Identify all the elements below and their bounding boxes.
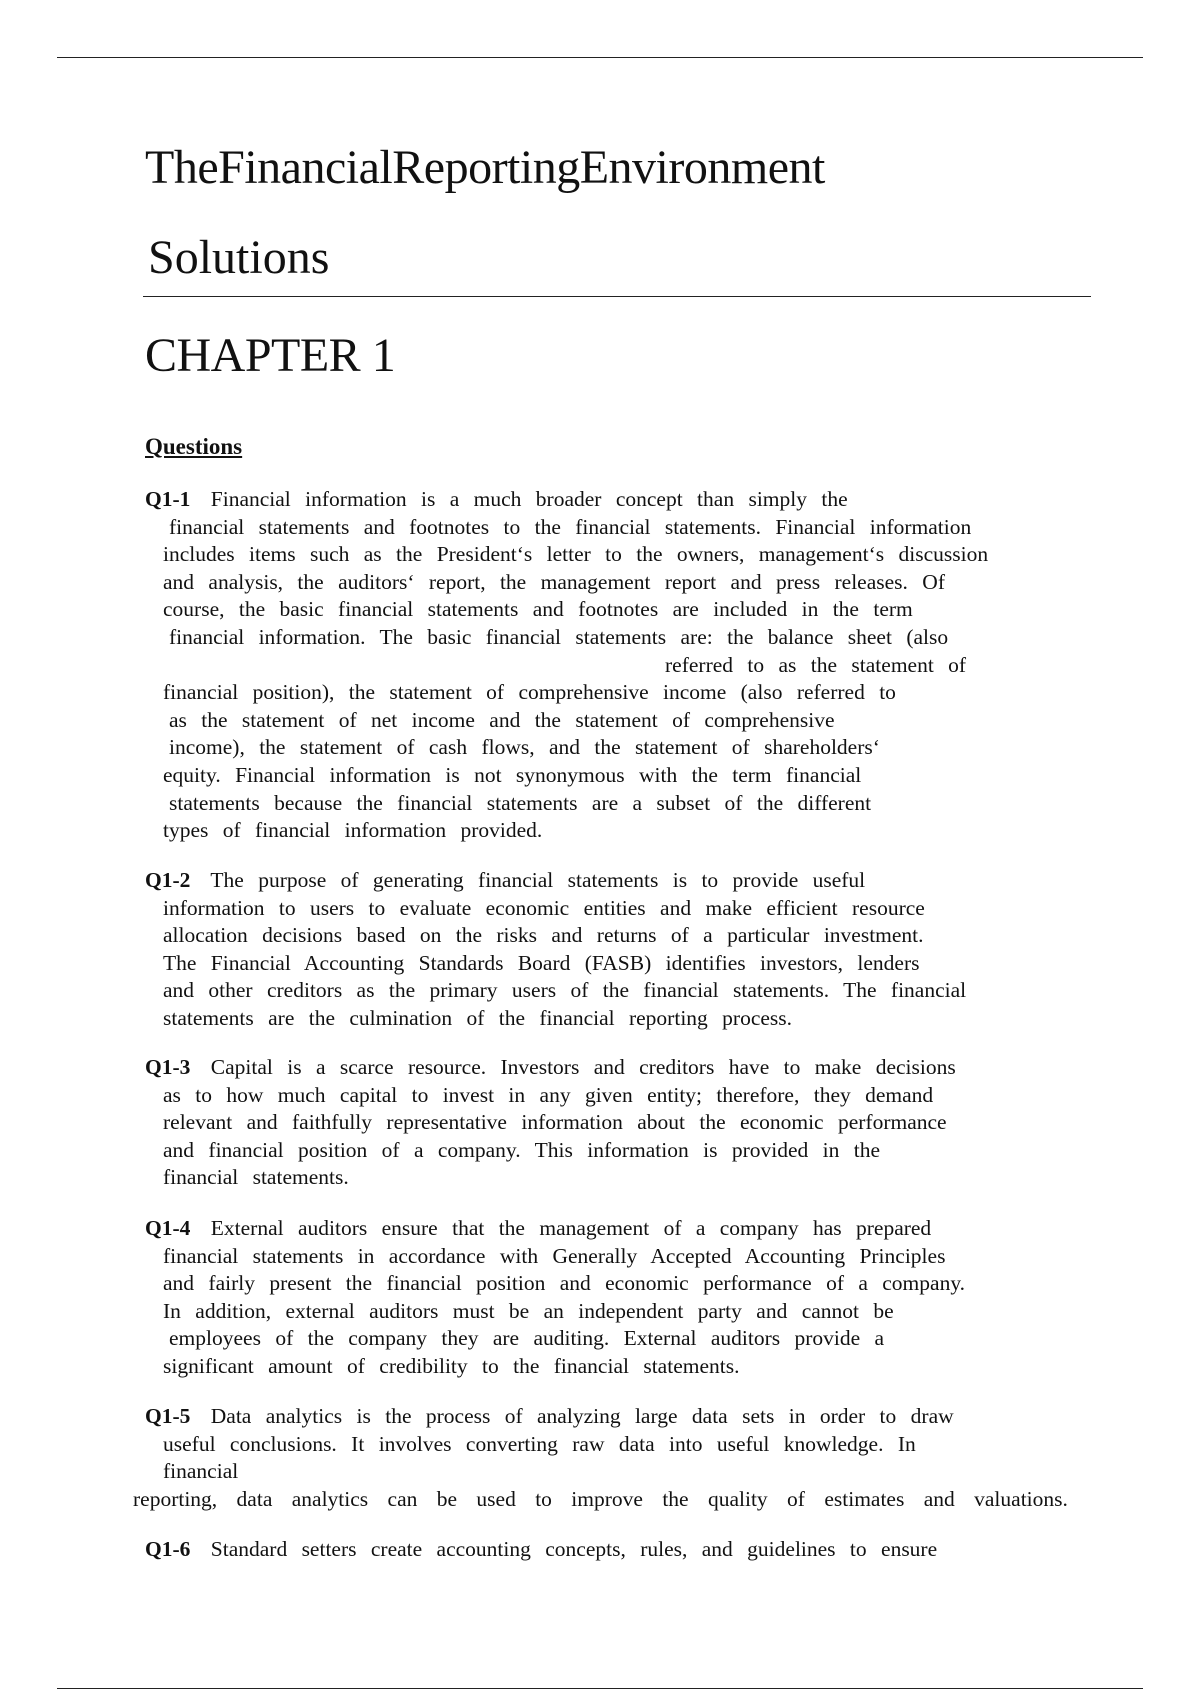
question-line: course, the basic financial statements and footnotes are included in the term bbox=[163, 597, 913, 622]
title-rule bbox=[143, 296, 1091, 297]
question-line: and financial position of a company. This information is provided in the bbox=[163, 1137, 880, 1162]
question-line: financial statements in accordance with Generally Accepted Accounting Principles bbox=[163, 1243, 946, 1268]
question-line: and analysis, the auditors‘ report, the management report and press releases. Of bbox=[163, 569, 945, 594]
document-title: TheFinancialReportingEnvironment bbox=[145, 141, 825, 194]
question-line: information to users to evaluate economic entities and make efficient resource bbox=[163, 895, 925, 920]
question-line bbox=[145, 1536, 1075, 1564]
question-line: referred to as the statement of bbox=[665, 652, 967, 677]
document-subtitle: Solutions bbox=[148, 231, 330, 284]
question-q1-4 bbox=[145, 1215, 1075, 1381]
question-text: Data analytics is the process of analyzing large data sets in order to draw bbox=[210, 1404, 954, 1428]
question-number: Q1-5 bbox=[145, 1404, 191, 1428]
question-line: includes items such as the President‘s letter to the owners, management‘s discussion bbox=[163, 542, 989, 567]
question-line: allocation decisions based on the risks and returns of a particular investment. bbox=[163, 923, 924, 948]
question-line: significant amount of credibility to the financial statements. bbox=[163, 1353, 740, 1378]
question-text: The purpose of generating financial statements is to provide useful bbox=[210, 868, 866, 892]
question-q1-6 bbox=[145, 1536, 1075, 1564]
question-number: Q1-6 bbox=[145, 1537, 191, 1561]
question-q1-2 bbox=[145, 867, 1075, 1033]
question-line: financial statements. bbox=[163, 1165, 349, 1190]
question-line: employees of the company they are auditing. External auditors provide a bbox=[169, 1326, 885, 1351]
question-text: External auditors ensure that the management of a company has prepared bbox=[210, 1216, 932, 1240]
question-line bbox=[145, 1215, 1075, 1243]
question-line: financial position), the statement of comprehensive income (also referred to bbox=[163, 680, 896, 705]
question-line bbox=[145, 867, 1075, 895]
question-line: financial bbox=[163, 1459, 239, 1484]
question-line: as the statement of net income and the statement of comprehensive bbox=[169, 707, 835, 732]
question-text: Capital is a scarce resource. Investors and creditors have to make decisions bbox=[210, 1055, 956, 1079]
question-line: relevant and faithfully representative information about the economic performance bbox=[163, 1110, 947, 1135]
question-line: financial statements and footnotes to the financial statements. Financial information bbox=[169, 514, 972, 539]
question-line: equity. Financial information is not synonymous with the term financial bbox=[163, 762, 862, 787]
question-line: In addition, external auditors must be an independent party and cannot be bbox=[163, 1298, 894, 1323]
question-line: income), the statement of cash flows, and the statement of shareholders‘ bbox=[169, 735, 880, 760]
question-q1-1 bbox=[145, 486, 1075, 845]
question-line bbox=[145, 486, 1075, 514]
question-line: statements because the financial statements are a subset of the different bbox=[169, 790, 872, 815]
question-line: and other creditors as the primary users of the financial statements. The financial bbox=[163, 978, 967, 1003]
bottom-rule bbox=[57, 1688, 1143, 1689]
question-line: useful conclusions. It involves converting raw data into useful knowledge. In bbox=[163, 1431, 916, 1456]
question-number: Q1-2 bbox=[145, 868, 191, 892]
question-line: reporting, data analytics can be used to improve the quality of estimates and valuations. bbox=[133, 1486, 1068, 1511]
top-rule bbox=[57, 57, 1143, 58]
question-text: Standard setters create accounting concepts, rules, and guidelines to ensure bbox=[210, 1537, 938, 1561]
question-line: statements are the culmination of the financial reporting process. bbox=[163, 1005, 793, 1030]
question-line: as to how much capital to invest in any given entity; therefore, they demand bbox=[163, 1082, 934, 1107]
question-q1-3 bbox=[145, 1054, 1075, 1192]
question-line bbox=[145, 1403, 1075, 1431]
question-line: and fairly present the financial position and economic performance of a company. bbox=[163, 1271, 966, 1296]
question-q1-5 bbox=[133, 1403, 1075, 1513]
question-number: Q1-1 bbox=[145, 487, 191, 511]
question-text: Financial information is a much broader concept than simply the bbox=[210, 487, 848, 511]
section-heading-questions: Questions bbox=[145, 434, 243, 459]
question-line: The Financial Accounting Standards Board (FASB) identifies investors, lenders bbox=[163, 950, 920, 975]
question-number: Q1-3 bbox=[145, 1055, 191, 1079]
question-number: Q1-4 bbox=[145, 1216, 191, 1240]
question-line bbox=[145, 1054, 1075, 1082]
question-line: types of financial information provided. bbox=[163, 818, 543, 843]
chapter-heading: CHAPTER 1 bbox=[145, 329, 396, 382]
question-line: financial information. The basic financial statements are: the balance sheet (also bbox=[169, 624, 949, 649]
